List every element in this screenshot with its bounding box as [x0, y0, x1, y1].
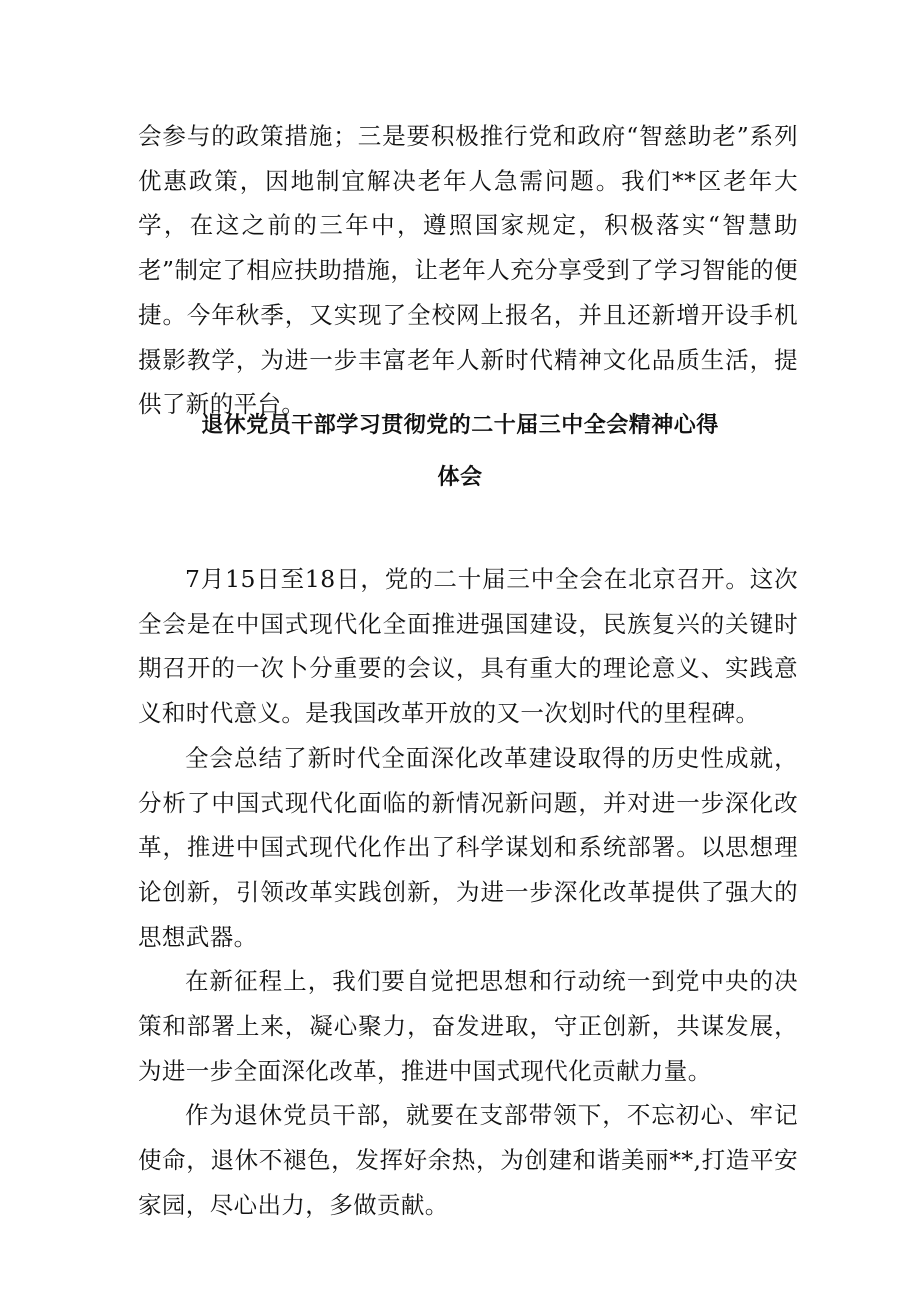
body-paragraph-4: 作为退休党员干部，就要在支部带领下，不忘初心、牢记使命，退休不褪色，发挥好余热，为创建和谐美丽**,打造平安家园，尽心出力，多做贡献。: [138, 1101, 798, 1219]
body-paragraph-1: 7月15日至18日，党的二十届三中全会在北京召开。这次全会是在中国式现代化全面推进强国建设，民族复兴的关键时期召开的一次卜分重要的会议，具有重大的理论意义、实践意义和时代意义。是我国改革开放的又一次划时代的里程碑。: [138, 565, 798, 728]
document-title-line-1: 退休党员干部学习贯彻党的二十届三中全会精神心得: [201, 413, 719, 438]
document-title: [180, 400, 740, 504]
document-title-line-2: 体会: [437, 465, 483, 490]
document-body: [138, 557, 798, 1228]
continued-paragraph: 会参与的政策措施；三是要积极推行党和政府“智慈助老”系列优惠政策，因地制宜解决老年人急需问题。我们**区老年大学，在这之前的三年中，遵照国家规定，积极落实“智慧助老”制定了相应扶助措施，让老年人充分享受到了学习智能的便捷。今年秋季，又实现了全校网上报名，并且还新增开设手机摄影教学，为进一步丰富老年人新时代精神文化品质生活，提供了新的平台。: [138, 122, 798, 419]
body-paragraph-3: 在新征程上，我们要自觉把思想和行动统一到党中央的决策和部署上来，凝心聚力，奋发进取，守正创新，共谋发展，为进一步全面深化改革，推进中国式现代化贡献力量。: [138, 967, 798, 1085]
body-paragraph-2: 全会总结了新时代全面深化改革建设取得的历史性成就，分析了中国式现代化面临的新情况新问题，并对进一步深化改革，推进中国式现代化作出了科学谋划和系统部署。以思想理论创新，引领改革实践创新，为进一步深化改革提供了强大的思想武器。: [138, 743, 798, 951]
continued-paragraph-block: [138, 114, 798, 427]
